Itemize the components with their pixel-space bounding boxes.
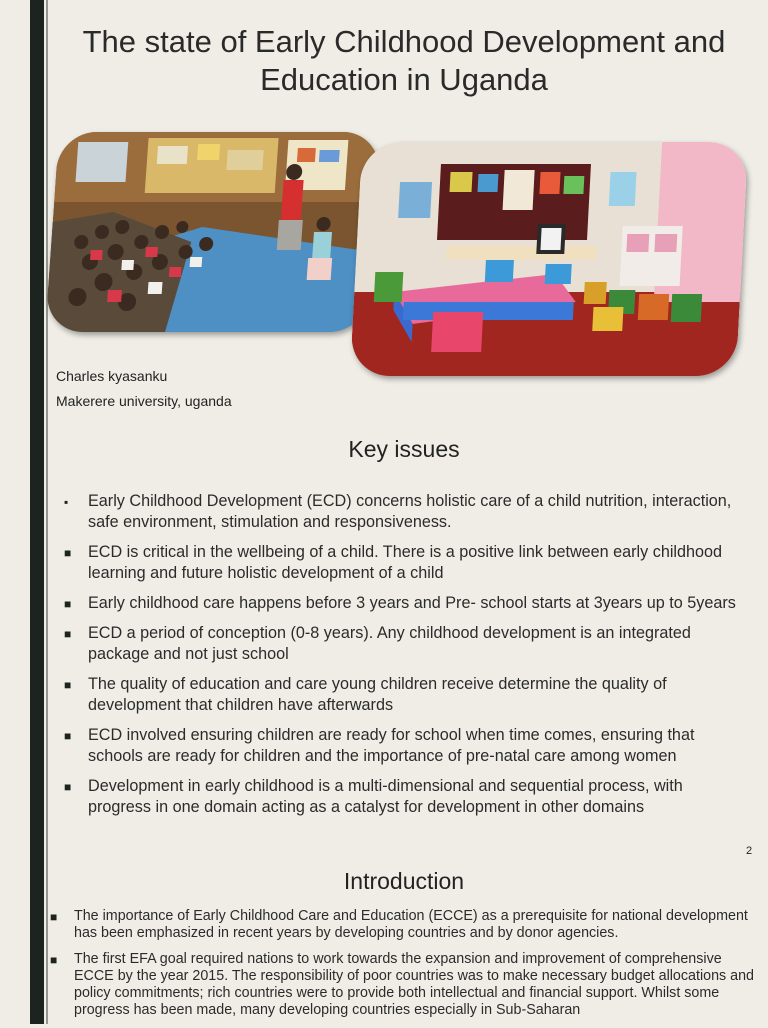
left-accent-bar <box>30 0 44 1024</box>
classroom-photo-left <box>45 132 381 332</box>
list-item: ■ The quality of education and care young children receive determine the quality of development that children have afterwards <box>64 675 667 714</box>
bullet-icon: ■ <box>64 678 72 692</box>
list-item: ■ ECD is critical in the wellbeing of a child. There is a positive link between early childhood learning and future holistic development of a child <box>64 543 723 582</box>
bullet-icon: ■ <box>64 729 72 743</box>
list-item: ▪ Early Childhood Development (ECD) concerns holistic care of a child nutrition, interaction, safe environment, stimulation and responsiveness. <box>64 492 732 531</box>
classroom-photo-right <box>350 142 748 376</box>
list-item: ■ Development in early childhood is a multi-dimensional and sequential process, with progress in one domain acting as a catalyst for development in other domains <box>64 777 683 816</box>
introduction-list <box>46 908 762 1028</box>
key-issues-list <box>60 491 750 827</box>
bullet-icon: ■ <box>64 546 72 560</box>
key-issues-heading: Key issues <box>348 436 460 462</box>
bullet-icon: ■ <box>64 780 72 794</box>
bullet-icon: ▪ <box>64 495 69 509</box>
bullet-icon: ■ <box>50 910 58 924</box>
list-item: ■ Early childhood care happens before 3 years and Pre- school starts at 3years up to 5years <box>60 593 750 614</box>
list-item: ■ The importance of Early Childhood Care and Education (ECCE) as a prerequisite for national development has been emphasized in recent years by developing countries and by donor agencies. <box>50 908 748 941</box>
introduction-heading: Introduction <box>343 868 465 894</box>
bullet-icon: ■ <box>64 627 72 641</box>
bullet-icon: ■ <box>50 953 58 967</box>
page-title: The state of Early Childhood Development and Education in Uganda <box>82 23 726 97</box>
bullet-icon: ■ <box>64 597 72 611</box>
author-name: Charles kyasanku <box>56 368 168 384</box>
list-item: ■ The first EFA goal required nations to work towards the expansion and improvement of comprehensive ECCE by the year 2015. The responsibility of poor countries was to make necessary budget allocations and policy commitments; rich countries were to provide both intellectual and financial support. Whilst some progress has been made, many developing countries especially in Sub-Saharan <box>50 951 755 1018</box>
left-accent-line <box>46 0 48 1024</box>
author-affiliation: Makerere university, uganda <box>56 393 232 409</box>
list-item: ■ ECD involved ensuring children are ready for school when time comes, ensuring that schools are ready for children and the importance of pre-natal care among women <box>64 726 695 765</box>
list-item: ■ ECD a period of conception (0-8 years). Any childhood development is an integrated package and not just school <box>64 624 691 663</box>
page-number: 2 <box>746 845 753 857</box>
